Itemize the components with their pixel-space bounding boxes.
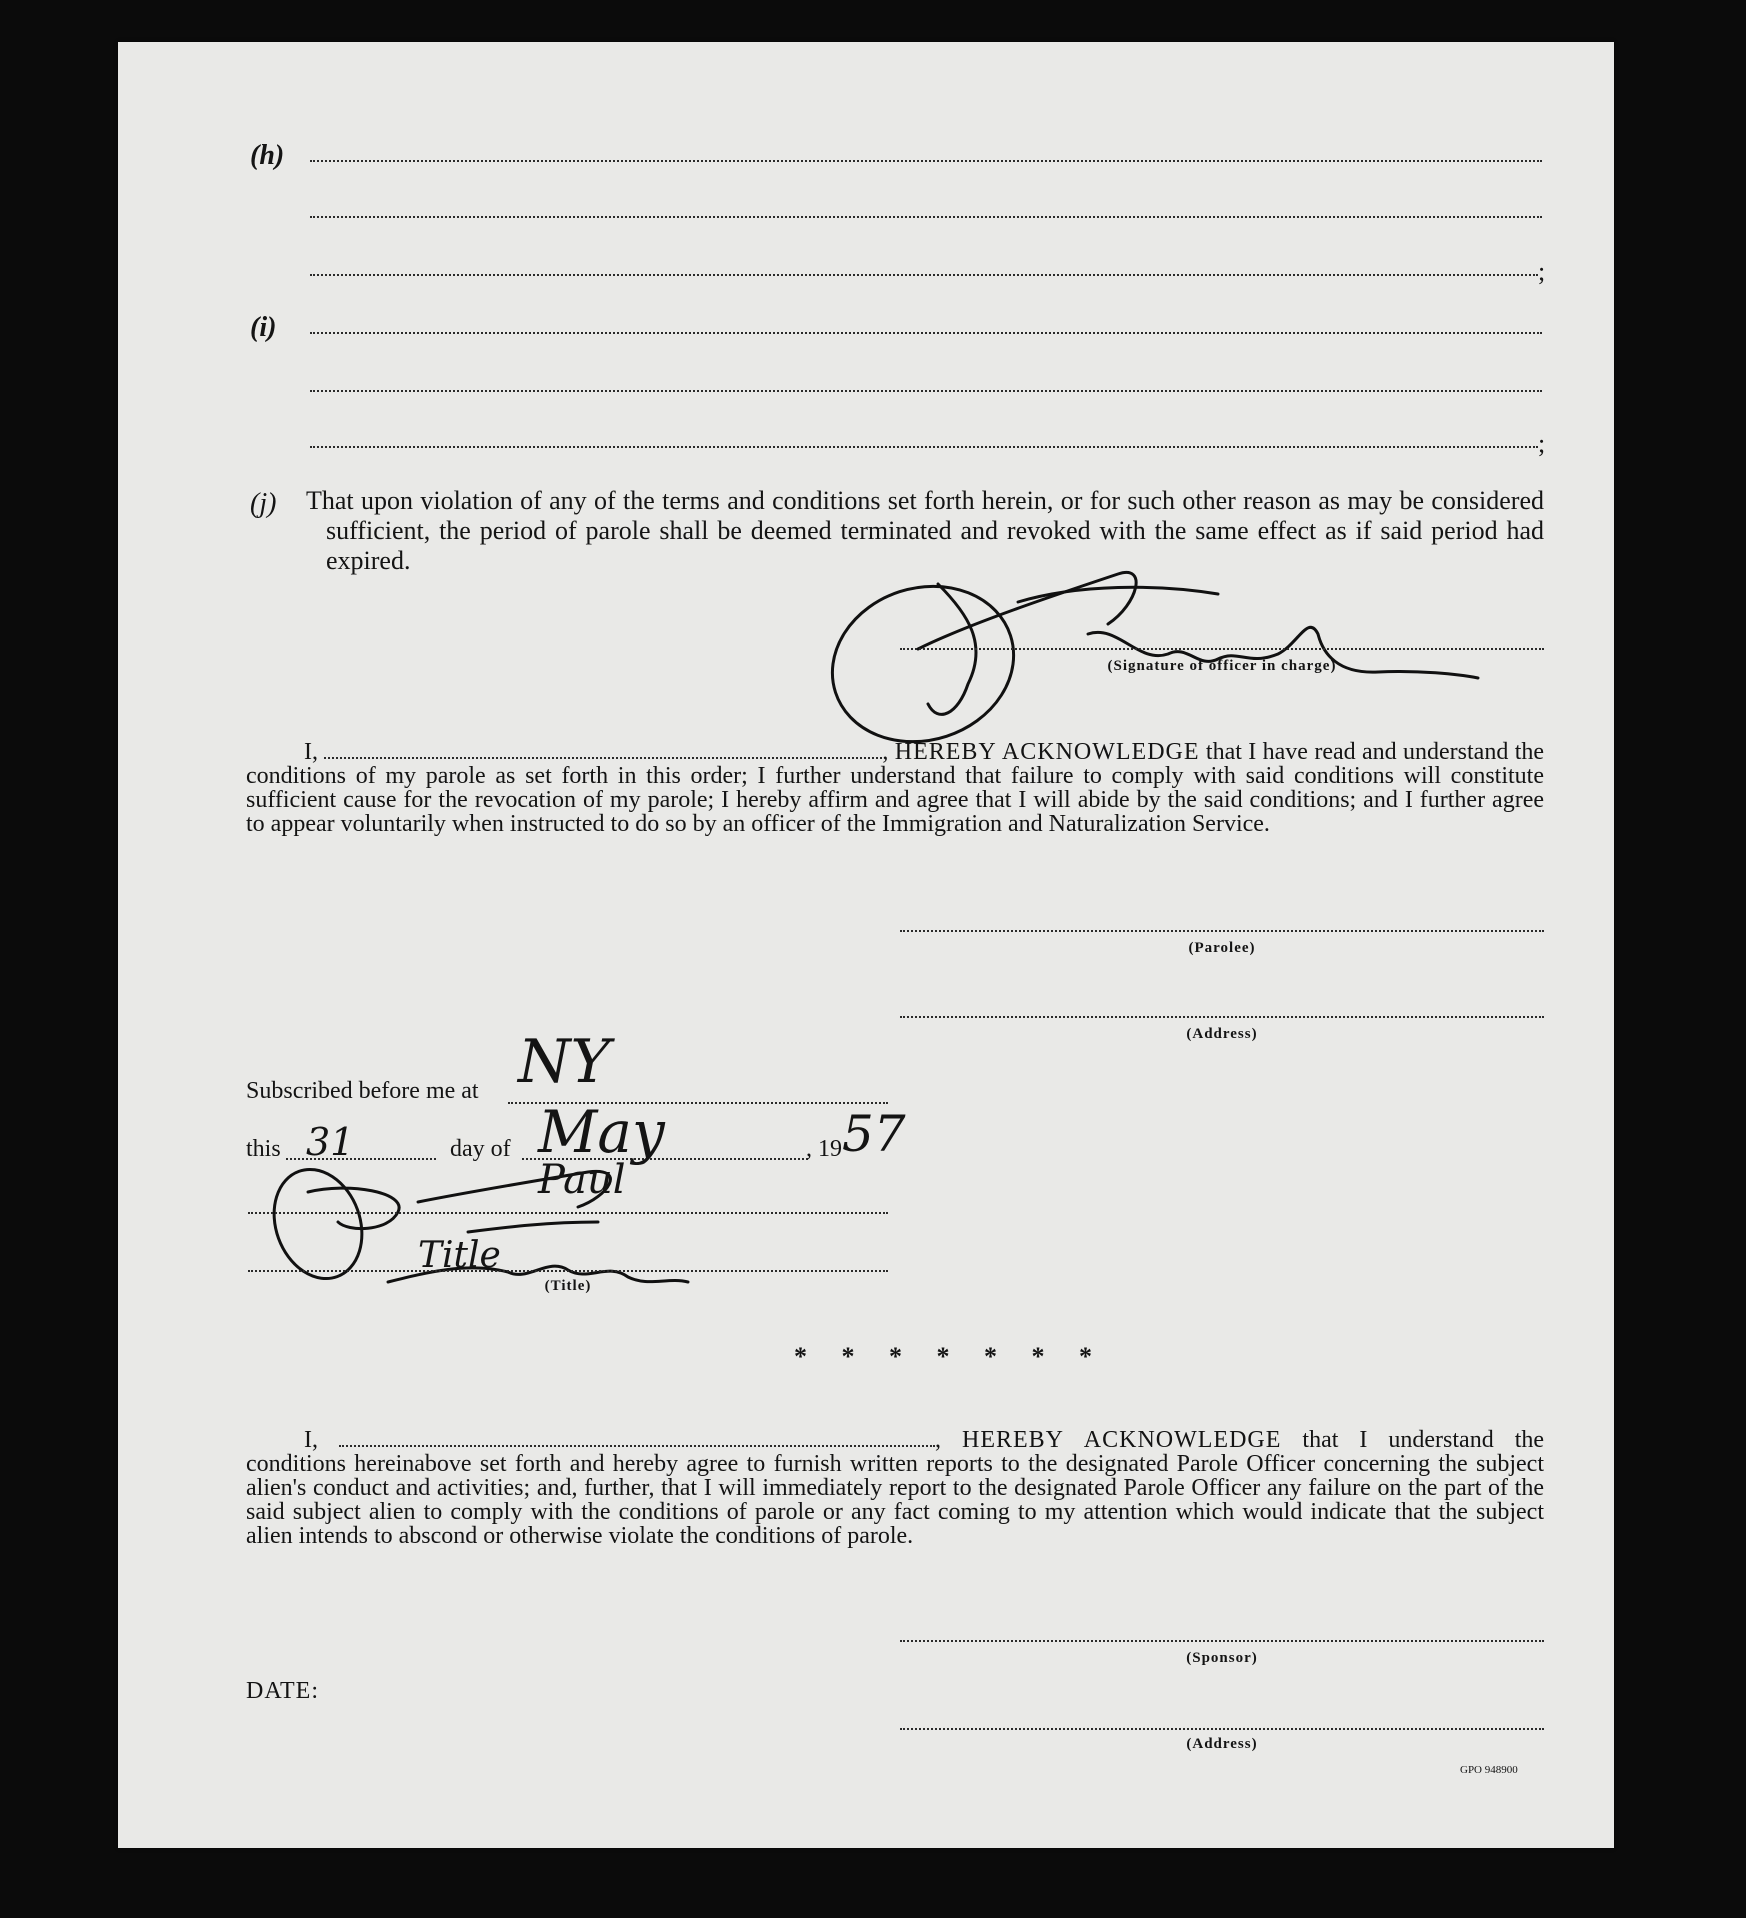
item-h-line-2 — [310, 216, 1542, 218]
subscribed-day-handwritten: 31 — [306, 1120, 355, 1164]
parolee-caption: (Parolee) — [1188, 940, 1256, 956]
item-j-text: That upon violation of any of the terms and conditions set forth herein, or for such other reason as may be considered sufficient, the period of parole shall be deemed terminated and revoked with the same effect as if said period had expired. — [306, 486, 1544, 575]
officer-signature-line — [900, 648, 1544, 650]
parolee-line — [900, 930, 1544, 932]
item-h-label: (h) — [250, 140, 285, 171]
sponsor-address-line — [900, 1728, 1544, 1730]
form-page — [118, 42, 1614, 1848]
sponsor-caption: (Sponsor) — [1186, 1650, 1258, 1666]
parolee-ack-hereby: HEREBY ACKNOWLEDGE — [894, 739, 1200, 765]
parolee-ack-i: I, — [304, 739, 318, 765]
sponsor-ack-hereby: HEREBY ACKNOWLEDGE — [962, 1427, 1282, 1453]
parolee-acknowledgement: I, , HEREBY ACKNOWLEDGE that I have read and understand the conditions of my parole as set forth in this order; I further understand that failure to comply with said conditions will constitute sufficient cause for the revocation of my parole; I hereby affirm and agree that I will abide by the said conditions; and I further agree to appear voluntarily when instructed to do so by an officer of the Immigration and Naturalization Service. — [246, 739, 1545, 837]
notary-signature-handwritten: Paul — [538, 1157, 626, 1203]
section-separator: * * * * * * * — [794, 1342, 1106, 1371]
parolee-address-caption: (Address) — [1186, 1026, 1258, 1042]
parolee-ack-text: that I have read and understand the conditions of my parole as set forth in this order; I further understand that failure to comply with said conditions will constitute sufficient cause for the revocation of my parole; I hereby affirm and agree that I will abide by the said conditions; and I further agree to appear voluntarily when instructed to do so by an officer of the Immigration and Naturalization Service. — [246, 739, 1545, 837]
subscribed-day-of: day of — [450, 1136, 511, 1162]
subscribed-place-handwritten: NY — [518, 1027, 611, 1097]
item-i-label: (i) — [250, 312, 277, 343]
sponsor-acknowledgement: I, , HEREBY ACKNOWLEDGE that I understand the conditions hereinabove set forth and hereby agree to furnish written reports to the designated Parole Officer concerning the subject alien's conduct and activities; and, further, that I will immediately report to the designated Parole Officer any failure on the part of the said subject alien to comply with the conditions of parole or any fact coming to my attention which would indicate that the subject alien intends to abscond or otherwise violate the conditions of parole. — [246, 1427, 1545, 1549]
sponsor-ack-text: that I understand the conditions hereinabove set forth and hereby agree to furnish written reports to the designated Parole Officer concerning the subject alien's conduct and activities; and, further, that I will immediately report to the designated Parole Officer any failure on the part of the said subject alien to comply with the conditions of parole or any fact coming to my attention which would indicate that the subject alien intends to abscond or otherwise violate the conditions of parole. — [246, 1427, 1545, 1549]
subscribed-month-handwritten: May — [538, 1098, 665, 1166]
footer-code: GPO 948900 — [1460, 1764, 1518, 1776]
sponsor-address-caption: (Address) — [1186, 1736, 1258, 1752]
item-j-label: (j) — [250, 488, 277, 519]
sponsor-ack-i: I, — [304, 1427, 318, 1453]
notary-title-caption: (Title) — [544, 1278, 592, 1294]
subscribed-this: this — [246, 1136, 281, 1162]
notary-title-line — [248, 1270, 888, 1272]
subscribed-prefix: Subscribed before me at — [246, 1078, 479, 1104]
item-h-line-3 — [310, 274, 1538, 276]
sponsor-line — [900, 1640, 1544, 1642]
parolee-address-line — [900, 1016, 1544, 1018]
item-i-line-3 — [310, 446, 1538, 448]
officer-signature-caption: (Signature of officer in charge) — [1107, 658, 1337, 674]
item-h-semicolon: ; — [1538, 257, 1546, 286]
subscribed-year-prefix: , 19 — [806, 1136, 842, 1162]
notary-signature-line — [248, 1212, 888, 1214]
item-i-semicolon: ; — [1538, 429, 1546, 458]
subscribed-year-handwritten: 57 — [842, 1105, 906, 1163]
item-h-line-1 — [310, 160, 1542, 162]
parolee-name-line — [324, 743, 882, 759]
date-label: DATE: — [246, 1678, 319, 1704]
item-i-line-1 — [310, 332, 1542, 334]
notary-title-handwritten: Title — [418, 1235, 501, 1276]
item-i-line-2 — [310, 390, 1542, 392]
sponsor-name-line — [339, 1431, 935, 1447]
